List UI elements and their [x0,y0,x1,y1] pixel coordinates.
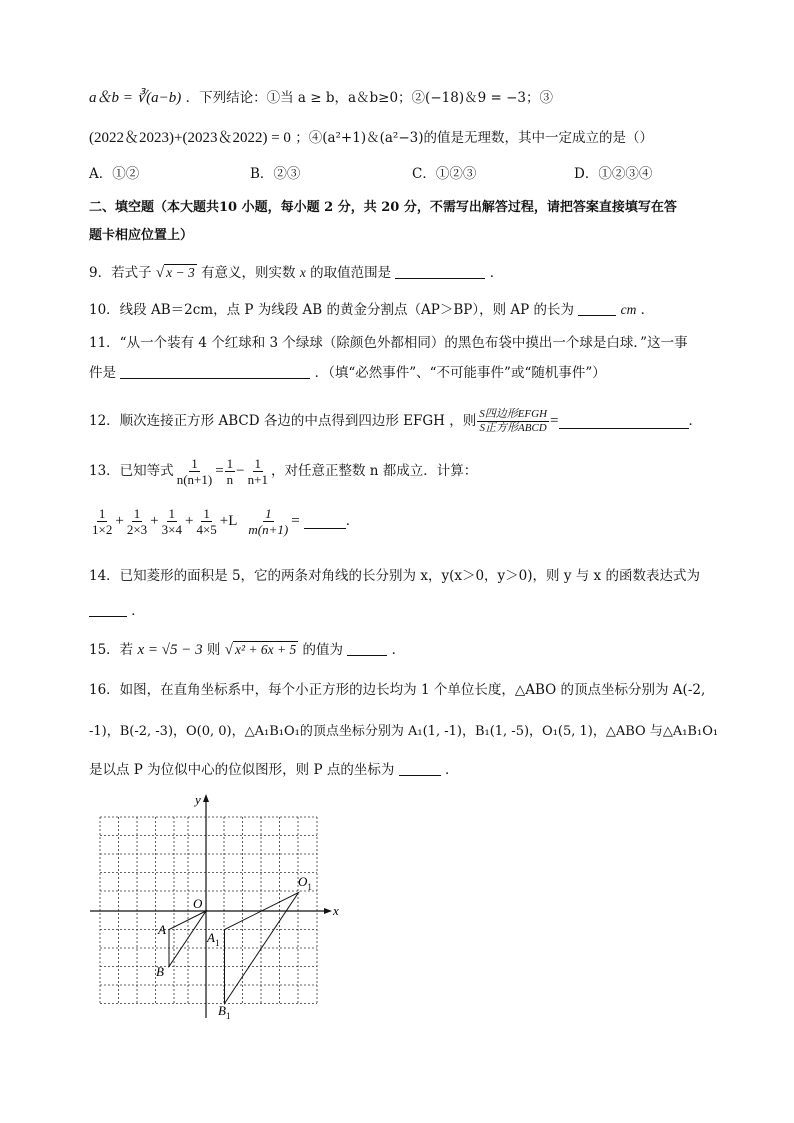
q13-term-last [246,506,290,537]
label-o1: $O_1$ [298,874,312,892]
q13-frac-1-den: n(n+1) [176,471,213,487]
q13-term-4-den: 4×5 [196,521,217,537]
q13-frac-3-den: n+1 [247,471,268,487]
q10-text: 10．线段 AB＝2cm，点 P 为线段 AB 的黄金分割点（AP＞BP），则 AP 的长为 [89,302,575,318]
q13-term-1 [90,506,114,537]
q12-equals: = [550,413,559,429]
q8-line2 [89,128,653,148]
q13-prefix: 13．已知等式 [89,463,174,479]
q10 [89,300,654,320]
q10-end: ． [640,302,655,318]
q13-frac-2-den: n [226,471,234,487]
q10-answer-blank[interactable] [578,300,616,316]
q16-prefix: 是以点 P 为位似中心的位似图形，则 P 点的坐标为 [89,762,395,778]
q8-expression: (2022＆2023)+(2023＆2022) = 0 [89,130,291,146]
q12-answer-blank[interactable] [559,413,689,429]
triangle-a1b1o1 [225,893,299,1004]
q9-answer-blank[interactable] [395,263,485,279]
q16-line2: -1)，B(-2, -3)，O(0, 0)，△A₁B₁O₁的顶点坐标分别为 A₁(1, -1)，B₁(1, -5)，O₁(5, 1)，△ABO 与△A₁B₁O₁ [89,724,719,739]
q13-frac-1 [175,456,215,487]
q13-plus-2: + [150,513,159,529]
q16-answer-blank[interactable] [399,760,441,776]
label-a: A [158,922,166,937]
q8-line1 [89,88,553,108]
q11-suffix: ．（填“必然事件”、“不可能事件”或“随机事件”） [314,365,606,381]
label-b: B [156,964,164,979]
q13-end: ． [345,513,360,529]
q15-answer-blank[interactable] [347,640,387,656]
x-axis-arrow [324,908,332,914]
triangle-abo [169,911,206,967]
q13-term-1-den: 1×2 [92,521,113,537]
label-b1: $B_1$ [218,1003,231,1021]
q11-line2 [89,363,606,383]
q13-answer-blank[interactable] [304,513,346,529]
q15-prefix: 15．若 [89,642,134,658]
q13-term-last-den: m(n+1) [248,521,289,537]
q9-suffix: 的取值范围是 [310,265,392,281]
q8-option-c[interactable]: C．①②③ [412,166,477,182]
q13-minus: − [236,463,245,479]
q13-term-4-num: 1 [203,505,210,521]
section2-title-line1: 二、填空题（本大题共10 小题，每小题 2 分，共 20 分，不需写出解答过程，请把答案直接填写在答 [89,200,677,215]
q9-radicand: x − 3 [166,265,195,280]
q13-frac-3 [246,456,270,487]
q10-unit: cm [620,302,637,317]
q8-definition: a＆b = ∛(a−b) [89,90,182,106]
q14-end: ． [131,603,145,619]
q13-plus-1: + [115,513,124,529]
q12-prefix: 12．顺次连接正方形 ABCD 各边的中点得到四边形 EFGH ，则 [89,413,477,429]
q16-end: ． [444,762,459,778]
q8-option-d[interactable]: D．①②③④ [574,166,653,182]
grid [100,817,317,1004]
q9-end: ． [489,265,504,281]
label-a1: $A_1$ [207,930,220,948]
q14-answer-blank[interactable] [89,601,127,617]
q13-term-3-num: 1 [168,505,176,521]
q8-option-a[interactable]: A．①② [89,166,140,182]
q9-variable: x [299,265,306,280]
y-axis-arrow [203,794,209,802]
q11-prefix: 件是 [89,365,116,381]
q16-line1: 16．如图，在直角坐标系中，每个小正方形的边长均为 1 个单位长度，△ABO 的顶点坐标分别为 A(-2, [89,682,706,698]
q11-answer-blank[interactable] [120,363,310,379]
q13-ellipsis: +L [219,513,238,529]
label-y-axis: y [195,792,201,807]
q13-frac-2-num: 1 [226,455,234,471]
q13-term-4 [194,506,218,537]
axes [90,794,332,1018]
q13-line2 [89,500,359,542]
q9-mid: 有意义，则实数 [201,265,296,281]
q13-frac-3-num: 1 [254,455,262,471]
q13-term-2-num: 1 [133,505,141,521]
q9: 9．若式子 √ x − 3 有意义，则实数 x 的取值范围是 ． [89,265,504,281]
q13-term-1-num: 1 [98,505,106,521]
q14-line1: 14．已知菱形的面积是 5，它的两条对角线的长分别为 x，y(x＞0，y＞0)，则 y 与 x 的函数表达式为 [89,568,700,584]
q15-expression: x = √5 − 3 [137,642,203,658]
section2-title-line2: 题卡相应位置上） [89,228,194,243]
q16-line3 [89,760,458,780]
q13-term-last-num: 1 [265,505,272,521]
q11-line1: 11．“从一个装有 4 个红球和 3 个绿球（除颜色外都相同）的黑色布袋中摸出一个球是白球．”这一事 [89,335,688,351]
q13-result-eq: = [291,513,300,529]
q13-term-3-den: 3×4 [161,521,182,537]
q12 [89,401,702,441]
q12-end: ． [688,413,702,429]
q13-term-2 [125,506,149,537]
q8-option-b[interactable]: B．②③ [250,166,301,182]
q15: 15．若 x = √5 − 3 则 √ x² + 6x + 5 的值为 ． [89,642,406,658]
q15-mid: 则 [206,642,221,658]
q15-end: ． [391,642,406,658]
q14-line2 [89,601,145,621]
q12-numerator: S四边形EFGH [479,407,548,420]
q13-term-2-den: 2×3 [126,521,148,537]
q8-options [89,164,709,184]
label-x-axis: x [333,903,339,918]
coordinate-figure [84,790,354,1030]
label-origin: O [193,896,203,911]
q12-area-ratio [477,408,549,435]
q8-conclusions: ．下列结论：①当 a ≥ b，a＆b≥0；②(−18)＆9 = −3；③ [185,90,553,106]
q13-plus-3: + [184,513,194,529]
q15-suffix: 的值为 [302,642,344,658]
q13-frac-2 [225,456,236,487]
q9-prefix: 9．若式子 [89,265,152,281]
q12-denominator: S正方形ABCD [479,421,547,434]
q13-eq: = [215,463,224,479]
q13-line1 [89,451,477,491]
q13-term-3 [160,506,184,537]
q15-radicand: x² + 6x + 5 [234,642,297,657]
q13-suffix: ，对任意正整数 n 都成立．计算： [270,463,478,479]
q8-line2-rest: ；④(a²+1)＆(a²−3)的值是无理数，其中一定成立的是（） [295,130,653,146]
q13-frac-1-num: 1 [191,455,198,471]
